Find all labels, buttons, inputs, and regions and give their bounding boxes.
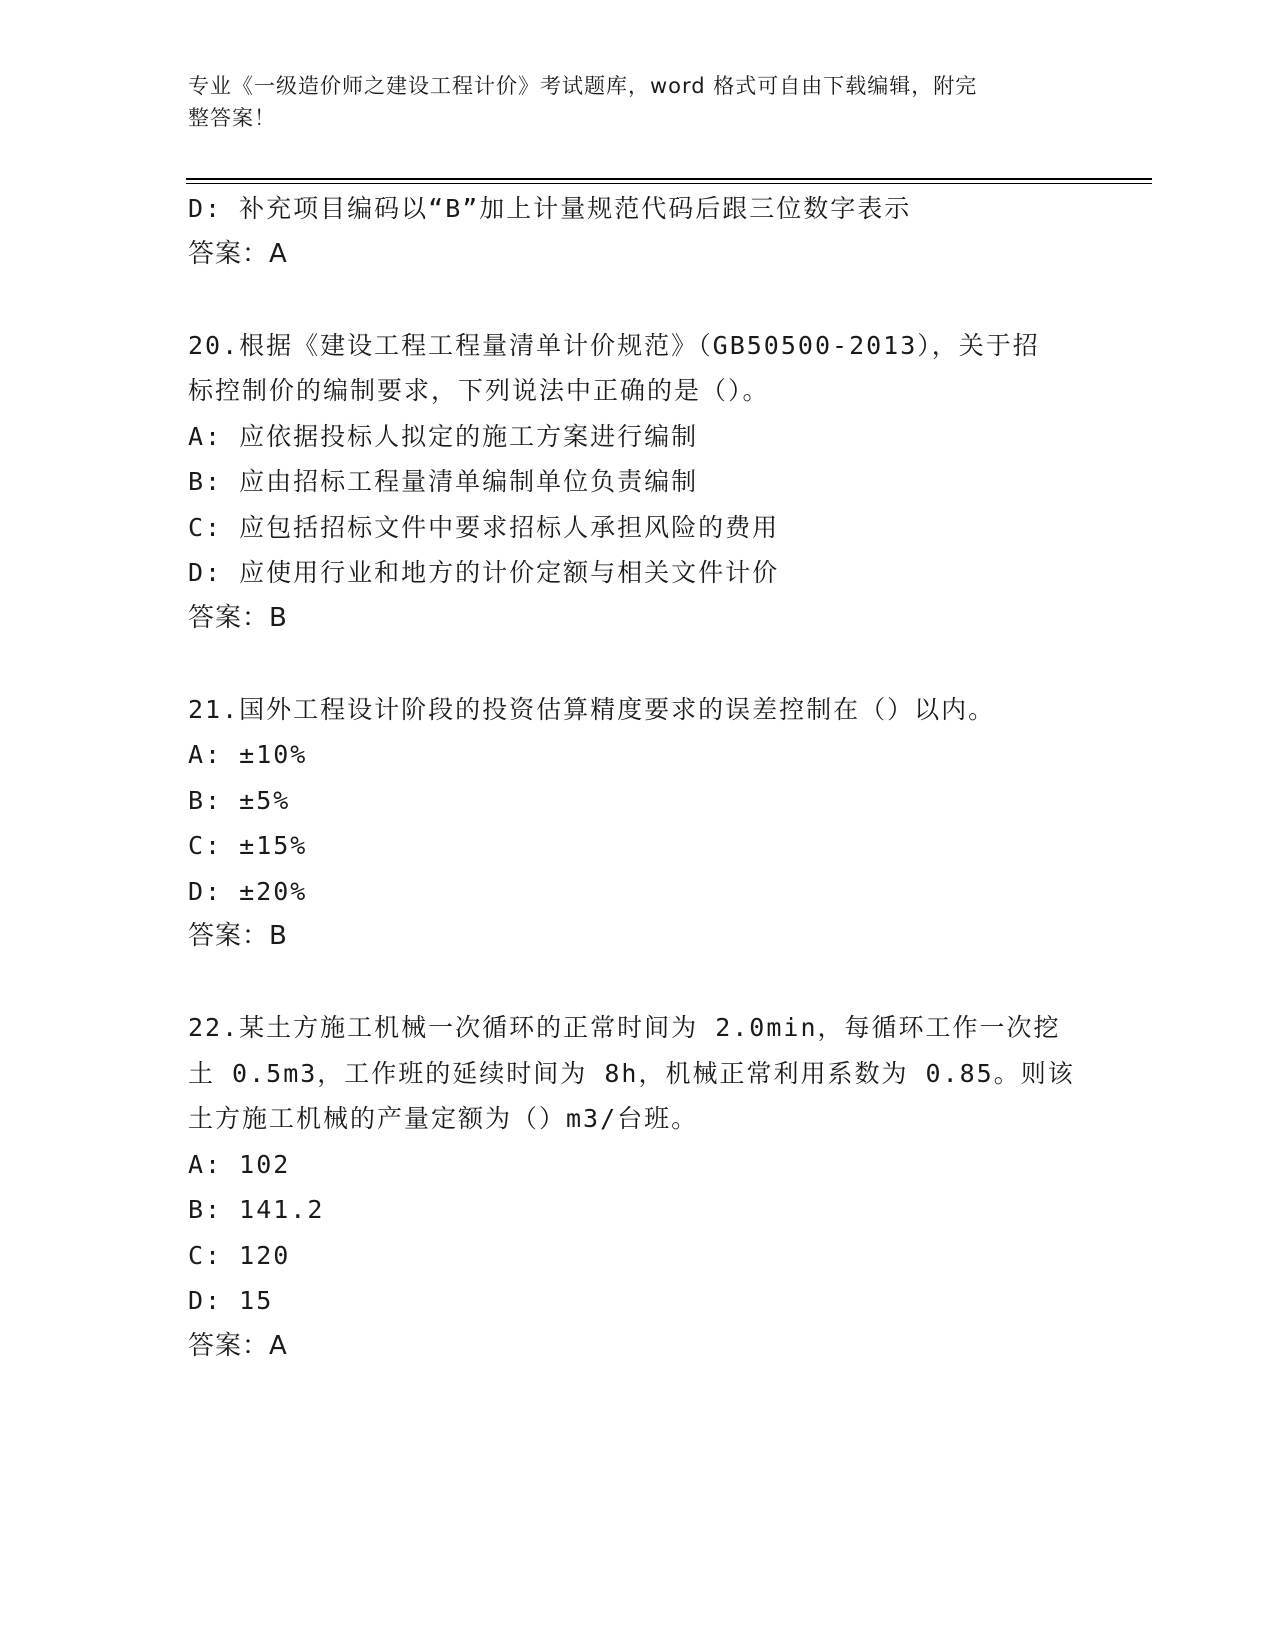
- header-line-1: 专业《一级造价师之建设工程计价》考试题库，word 格式可自由下载编辑，附完: [188, 74, 978, 98]
- question-text: 土 0.5m3，工作班的延续时间为 8h，机械正常利用系数为 0.85。则该: [188, 1058, 1075, 1088]
- option-c: C: 120: [188, 1240, 291, 1270]
- spacer: [188, 641, 1088, 687]
- question-text: 土方施工机械的产量定额为（）m3/台班。: [188, 1104, 699, 1133]
- document-header: [188, 70, 1068, 134]
- spacer: [188, 277, 1088, 323]
- option-c: C: ±15%: [188, 831, 308, 860]
- option-c: C: 应包括招标文件中要求招标人承担风险的费用: [188, 512, 780, 542]
- option-a: A: 102: [188, 1149, 291, 1179]
- question-text: 21.国外工程设计阶段的投资估算精度要求的误差控制在（）以内。: [188, 694, 996, 724]
- option-a: A: 应依据投标人拟定的施工方案进行编制: [188, 421, 699, 451]
- option-a: A: ±10%: [188, 740, 308, 769]
- question-list: [188, 186, 1088, 1369]
- question-block: [188, 687, 1088, 960]
- question-text: 22.某土方施工机械一次循环的正常时间为 2.0min，每循环工作一次挖: [188, 1013, 1061, 1042]
- answer-line: 答案：A: [188, 1330, 288, 1361]
- option-d: D: ±20%: [188, 876, 308, 906]
- option-d: D: 15: [188, 1286, 274, 1315]
- question-block: [188, 323, 1088, 642]
- spacer: [188, 960, 1088, 1006]
- header-divider-thin: [186, 183, 1152, 184]
- option-d: D: 补充项目编码以“B”加上计量规范代码后跟三位数字表示: [188, 194, 912, 223]
- question-block: [188, 1005, 1088, 1369]
- option-b: B: ±5%: [188, 785, 291, 815]
- answer-line: 答案：A: [188, 238, 288, 269]
- header-divider-thick: [186, 178, 1152, 180]
- answer-line: 答案：B: [188, 921, 288, 951]
- option-b: B: 141.2: [188, 1195, 325, 1224]
- option-d: D: 应使用行业和地方的计价定额与相关文件计价: [188, 558, 780, 587]
- question-text: 标控制价的编制要求，下列说法中正确的是（）。: [188, 376, 770, 405]
- question-block: [188, 186, 1088, 277]
- question-text: 20.根据《建设工程工程量清单计价规范》（GB50500-2013），关于招: [188, 330, 1040, 360]
- header-line-2: 整答案！: [188, 106, 276, 130]
- option-b: B: 应由招标工程量清单编制单位负责编制: [188, 467, 699, 496]
- answer-line: 答案：B: [188, 602, 288, 633]
